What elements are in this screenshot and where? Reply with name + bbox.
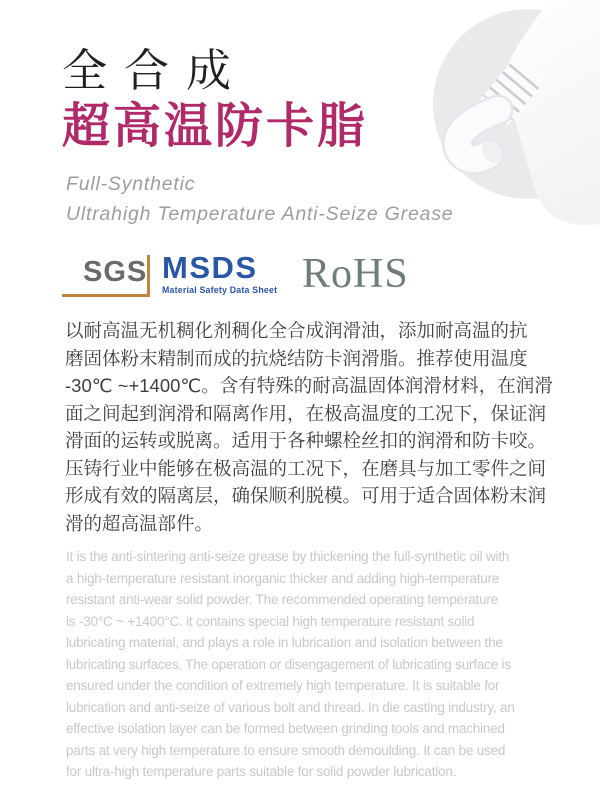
- en-line: parts at very high temperature to ensure smooth demoulding. It can be used: [66, 742, 506, 758]
- en-line: resistant anti-wear solid powder. The recommended operating temperature: [66, 592, 499, 607]
- en-line: lubricating material, and plays a role in lubrication and isolation between the: [66, 635, 503, 650]
- cn-line: 以耐高温无机稠化剂稠化全合成润滑油，添加耐高温的抗: [65, 320, 528, 341]
- product-subtitle-en: [66, 169, 453, 229]
- rohs-logo: RoHS: [302, 251, 409, 297]
- en-line: a high-temperature resistant inorganic thicker and adding high-temperature: [66, 570, 500, 586]
- sgs-logo-text: SGS: [83, 256, 148, 288]
- cn-line: 面之间起到润滑和隔离作用，在极高温度的工况下，保证润: [65, 402, 547, 424]
- description-chinese: [65, 317, 565, 537]
- en-line: for ultra-high temperature parts suitable for solid powder lubrication.: [66, 764, 457, 779]
- en-line: lubrication and anti-seize of various bolt and thread. In die casting industry, an: [66, 699, 515, 715]
- msds-logo-subtext: Material Safety Data Sheet: [162, 285, 278, 295]
- subtitle-line-2: Ultrahigh Temperature Anti-Seize Grease: [66, 203, 454, 225]
- cn-line: 形成有效的隔离层，确保顺利脱模。可用于适合固体粉末润: [65, 485, 547, 506]
- en-line: It is the anti-sintering anti-seize grease by thickening the full-synthetic oil with: [66, 549, 510, 564]
- sgs-vertical-rule: [147, 255, 150, 294]
- product-title-accent-cn: 超高温防卡脂: [62, 100, 369, 153]
- sgs-logo: [62, 254, 150, 297]
- cn-line: 压铸行业中能够在极高温的工况下，在磨具与加工零件之间: [65, 457, 547, 479]
- en-line: is -30°C ~ +1400°C. it contains special high temperature resistant solid: [66, 613, 475, 629]
- sgs-underline: [62, 294, 150, 297]
- cn-line: 滑的超高温部件。: [65, 512, 214, 534]
- cn-line: -30℃ ~+1400℃。含有特殊的耐高温固体润滑材料，在润滑: [65, 375, 553, 396]
- en-line: lubricating surfaces. The operation or disengagement of lubricating surface is: [66, 656, 511, 672]
- en-line: ensured under the condition of extremely high temperature. It is suitable for: [66, 678, 500, 693]
- cn-line: 滑面的运转或脱离。适用于各种螺栓丝扣的润滑和防卡咬。: [65, 430, 547, 451]
- product-title-cn: 全合成: [62, 45, 249, 96]
- msds-logo: [162, 252, 277, 295]
- msds-logo-text: MSDS: [162, 250, 258, 285]
- en-line: effective isolation layer can be formed between grinding tools and machined: [66, 721, 505, 736]
- description-english: [66, 546, 566, 783]
- cn-line: 磨固体粉末精制而成的抗烧结防卡润滑脂。推荐使用温度: [65, 347, 528, 369]
- subtitle-line-1: Full-Synthetic: [66, 173, 196, 195]
